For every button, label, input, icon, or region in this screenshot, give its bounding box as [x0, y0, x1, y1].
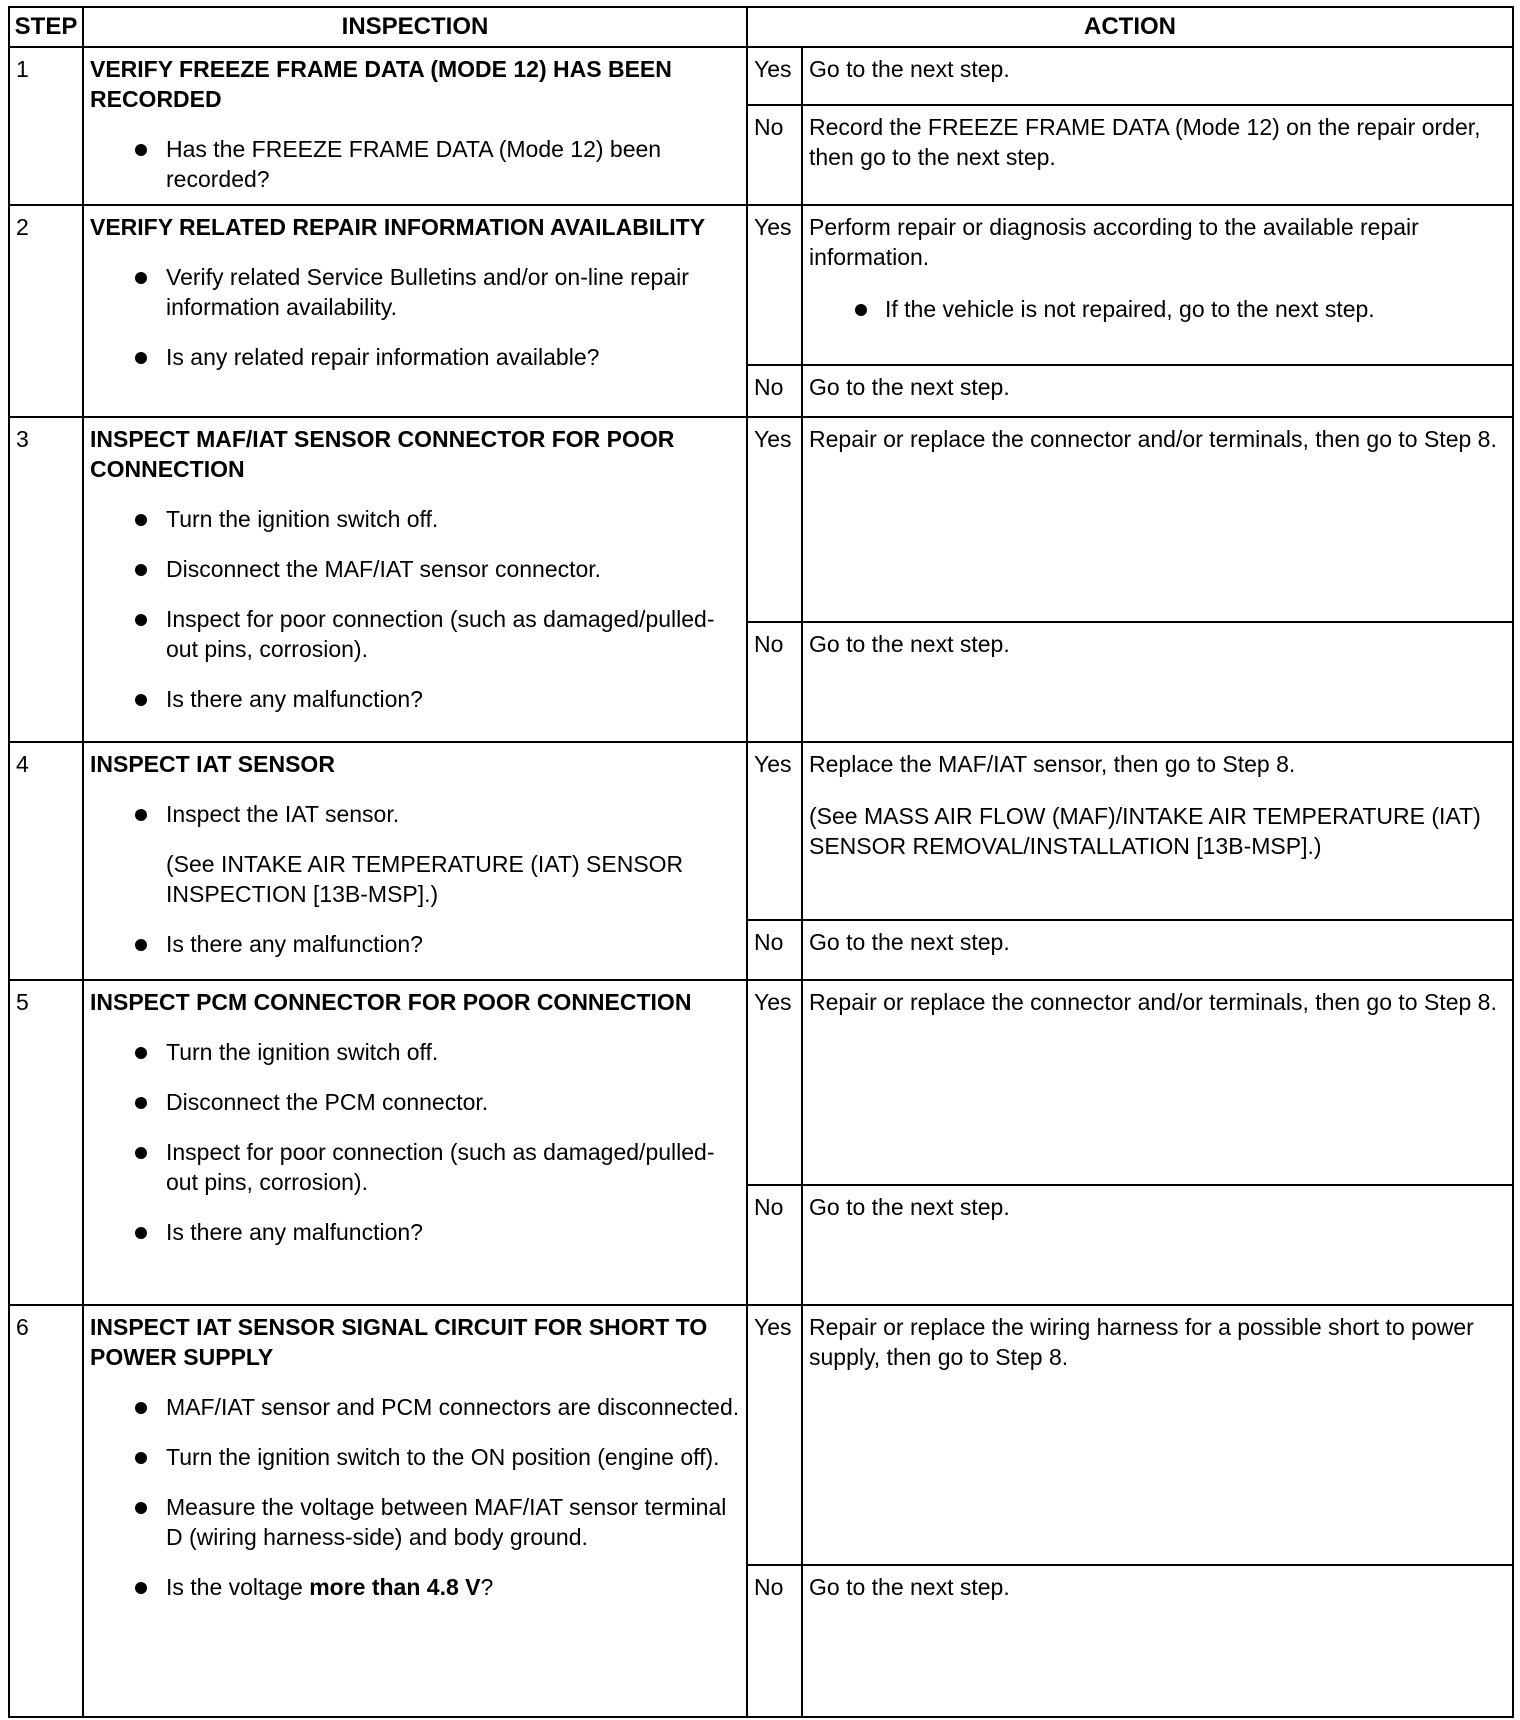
inspection-item: Turn the ignition switch off. [90, 1037, 740, 1067]
inspection-list [90, 134, 740, 194]
inspection-item: Turn the ignition switch off. [90, 504, 740, 534]
inspection-reference: (See INTAKE AIR TEMPERATURE (IAT) SENSOR INSPECTION [13B-MSP].) [166, 851, 684, 907]
inspection-item: Measure the voltage between MAF/IAT sensor terminal D (wiring harness-side) and body ground. [90, 1492, 740, 1552]
no-label: No [747, 105, 802, 205]
action-reference: (See MASS AIR FLOW (MAF)/INTAKE AIR TEMPERATURE (IAT) SENSOR REMOVAL/INSTALLATION [13B-MSP].) [809, 803, 1481, 859]
inspection-item: Is any related repair information available? [90, 342, 740, 372]
header-inspection: INSPECTION [83, 7, 747, 47]
step-title: INSPECT MAF/IAT SENSOR CONNECTOR FOR POOR CONNECTION [90, 426, 675, 482]
yes-label: Yes [747, 47, 802, 105]
step-number: 3 [9, 417, 83, 742]
step-row [9, 205, 1513, 365]
inspection-item [90, 799, 740, 909]
inspection-list [90, 1037, 740, 1247]
action-sub-list [809, 294, 1506, 324]
yes-label: Yes [747, 980, 802, 1185]
no-action: Go to the next step. [802, 920, 1513, 980]
no-label: No [747, 622, 802, 742]
inspection-item: Inspect for poor connection (such as damaged/pulled-out pins, corrosion). [90, 1137, 740, 1197]
step-inspection [83, 980, 747, 1305]
inspection-item-suffix: ? [480, 1574, 494, 1600]
step-title: INSPECT IAT SENSOR SIGNAL CIRCUIT FOR SHORT TO POWER SUPPLY [90, 1314, 708, 1370]
yes-label: Yes [747, 417, 802, 622]
yes-label: Yes [747, 205, 802, 365]
inspection-list [90, 799, 740, 959]
yes-action: Repair or replace the wiring harness for a possible short to power supply, then go to Step 8. [802, 1305, 1513, 1565]
step-inspection [83, 417, 747, 742]
no-action: Record the FREEZE FRAME DATA (Mode 12) on the repair order, then go to the next step. [802, 105, 1513, 205]
step-row [9, 47, 1513, 105]
yes-label: Yes [747, 742, 802, 920]
step-row [9, 1305, 1513, 1565]
inspection-item: Disconnect the PCM connector. [90, 1087, 740, 1117]
action-sub-item: If the vehicle is not repaired, go to the next step. [809, 294, 1506, 324]
step-inspection [83, 47, 747, 205]
yes-label: Yes [747, 1305, 802, 1565]
step-number: 6 [9, 1305, 83, 1717]
no-label: No [747, 920, 802, 980]
inspection-item: Has the FREEZE FRAME DATA (Mode 12) been recorded? [90, 134, 740, 194]
inspection-item-text: Inspect the IAT sensor. [166, 801, 400, 827]
step-number: 5 [9, 980, 83, 1305]
inspection-item: MAF/IAT sensor and PCM connectors are disconnected. [90, 1392, 740, 1422]
step-number: 4 [9, 742, 83, 980]
inspection-item: Disconnect the MAF/IAT sensor connector. [90, 554, 740, 584]
inspection-item: Is there any malfunction? [90, 684, 740, 714]
yes-action: Go to the next step. [802, 47, 1513, 105]
yes-action: Replace the MAF/IAT sensor, then go to Step 8. [809, 751, 1296, 777]
inspection-item: Is there any malfunction? [90, 929, 740, 959]
step-title: INSPECT PCM CONNECTOR FOR POOR CONNECTION [90, 989, 692, 1015]
no-action: Go to the next step. [802, 1185, 1513, 1305]
header-step: STEP [9, 7, 83, 47]
yes-action: Perform repair or diagnosis according to the available repair information. [809, 214, 1419, 270]
inspection-item: Is there any malfunction? [90, 1217, 740, 1247]
no-action: Go to the next step. [802, 622, 1513, 742]
step-inspection [83, 742, 747, 980]
inspection-list [90, 504, 740, 714]
step-row [9, 980, 1513, 1185]
step-row [9, 742, 1513, 920]
voltage-threshold: more than 4.8 V [309, 1574, 481, 1600]
inspection-item: Verify related Service Bulletins and/or on-line repair information availability. [90, 262, 740, 322]
inspection-item: Turn the ignition switch to the ON position (engine off). [90, 1442, 740, 1472]
no-label: No [747, 1565, 802, 1717]
inspection-list [90, 262, 740, 372]
step-title: VERIFY FREEZE FRAME DATA (MODE 12) HAS BEEN RECORDED [90, 56, 672, 112]
no-label: No [747, 1185, 802, 1305]
step-inspection [83, 205, 747, 417]
step-inspection [83, 1305, 747, 1717]
yes-action-cell [802, 205, 1513, 365]
header-action: ACTION [747, 7, 1513, 47]
step-title: INSPECT IAT SENSOR [90, 751, 335, 777]
no-label: No [747, 365, 802, 417]
yes-action: Repair or replace the connector and/or terminals, then go to Step 8. [802, 980, 1513, 1185]
step-title: VERIFY RELATED REPAIR INFORMATION AVAILABILITY [90, 214, 706, 240]
no-action: Go to the next step. [802, 1565, 1513, 1717]
header-row [9, 7, 1513, 47]
step-number: 1 [9, 47, 83, 205]
step-number: 2 [9, 205, 83, 417]
yes-action-cell [802, 742, 1513, 920]
inspection-item [90, 1572, 740, 1602]
inspection-item-text: Is the voltage [166, 1574, 310, 1600]
no-action: Go to the next step. [802, 365, 1513, 417]
diagnostic-table [8, 6, 1514, 1718]
inspection-list [90, 1392, 740, 1602]
yes-action: Repair or replace the connector and/or terminals, then go to Step 8. [802, 417, 1513, 622]
inspection-item: Inspect for poor connection (such as damaged/pulled-out pins, corrosion). [90, 604, 740, 664]
step-row [9, 417, 1513, 622]
